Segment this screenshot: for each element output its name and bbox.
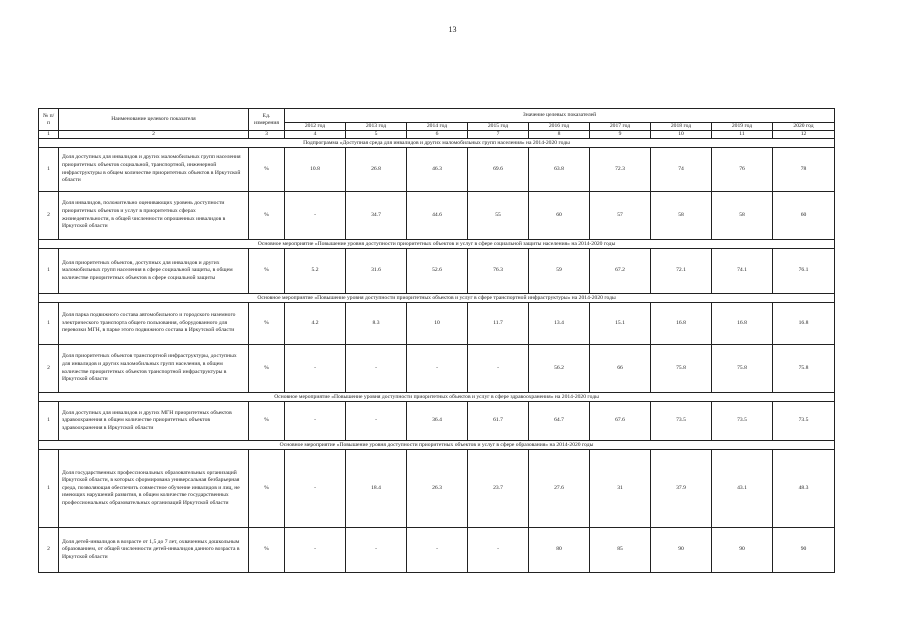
value-cell: 64.7: [529, 402, 590, 441]
row-number: 1: [39, 450, 59, 528]
table-body: [39, 139, 835, 573]
header-year: 2015 год: [468, 123, 529, 131]
value-cell: -: [285, 402, 346, 441]
value-cell: 75.8: [651, 345, 712, 393]
value-cell: 60: [529, 192, 590, 240]
table-row: [39, 450, 835, 528]
value-cell: 67.6: [590, 402, 651, 441]
value-cell: 57: [590, 192, 651, 240]
value-cell: 76: [712, 148, 773, 192]
header-name: Наименование целевого показателя: [59, 109, 249, 131]
unit: %: [249, 249, 285, 294]
value-cell: 72.1: [651, 249, 712, 294]
value-cell: 76.3: [468, 249, 529, 294]
targets-table: [38, 108, 835, 573]
column-number: 3: [249, 131, 285, 139]
value-cell: 67.2: [590, 249, 651, 294]
indicator-name: Доля инвалидов, положительно оценивающих уровень доступности приоритетных объектов и услуг в приоритетных сферах жизнедеятельности, в общей численности опрошенных инвалидов в Иркутской области: [59, 192, 249, 240]
value-cell: 34.7: [346, 192, 407, 240]
unit: %: [249, 345, 285, 393]
value-cell: 16.8: [712, 303, 773, 345]
table-row: [39, 303, 835, 345]
value-cell: 36.4: [407, 402, 468, 441]
value-cell: -: [346, 345, 407, 393]
column-number: 6: [407, 131, 468, 139]
value-cell: 8.3: [346, 303, 407, 345]
section-title: Подпрограмма «Доступная среда для инвалидов и других маломобильных групп населения» на 2014-2020 годы: [39, 139, 835, 148]
unit: %: [249, 192, 285, 240]
value-cell: 76.1: [773, 249, 835, 294]
indicator-name: Доля детей-инвалидов в возрасте от 1,5 до 7 лет, охваченных дошкольным образованием, от общей численности детей-инвалидов данного возраста в Иркутской области: [59, 528, 249, 573]
value-cell: 37.9: [651, 450, 712, 528]
value-cell: 73.5: [651, 402, 712, 441]
value-cell: 15.1: [590, 303, 651, 345]
value-cell: -: [285, 345, 346, 393]
header-year: 2020 год: [773, 123, 835, 131]
value-cell: 43.1: [712, 450, 773, 528]
value-cell: 73.5: [712, 402, 773, 441]
value-cell: 5.2: [285, 249, 346, 294]
page-number: 13: [448, 25, 457, 34]
row-number: 2: [39, 345, 59, 393]
indicator-name: Доля парка подвижного состава автомобильного и городского наземного электрического транспорта общего пользования, оборудованного для перевозки МГН, в парке этого подвижного состава в Иркутской области: [59, 303, 249, 345]
value-cell: 31: [590, 450, 651, 528]
value-cell: -: [468, 345, 529, 393]
value-cell: -: [285, 450, 346, 528]
value-cell: 27.6: [529, 450, 590, 528]
value-cell: 31.6: [346, 249, 407, 294]
unit: %: [249, 303, 285, 345]
value-cell: 78: [773, 148, 835, 192]
header-unit: Ед. измерения: [249, 109, 285, 131]
value-cell: 46.3: [407, 148, 468, 192]
section-title: Основное мероприятие «Повышение уровня доступности приоритетных объектов и услуг в сфере образования» на 2014-2020 годы: [39, 441, 835, 450]
value-cell: 13.4: [529, 303, 590, 345]
row-number: 2: [39, 528, 59, 573]
value-cell: 16.8: [773, 303, 835, 345]
value-cell: 80: [529, 528, 590, 573]
value-cell: 44.6: [407, 192, 468, 240]
value-cell: 56.2: [529, 345, 590, 393]
section-row: [39, 441, 835, 450]
value-cell: 52.6: [407, 249, 468, 294]
value-cell: 63.8: [529, 148, 590, 192]
value-cell: 85: [590, 528, 651, 573]
value-cell: 26.3: [407, 450, 468, 528]
indicator-name: Доля доступных для инвалидов и других маломобильных групп населения приоритетных объектов социальной, транспортной, инженерной инфраструктуры в общем количестве приоритетных объектов в Иркутской области: [59, 148, 249, 192]
column-number: 7: [468, 131, 529, 139]
value-cell: 10: [407, 303, 468, 345]
value-cell: -: [407, 345, 468, 393]
value-cell: -: [346, 528, 407, 573]
column-number: 2: [59, 131, 249, 139]
value-cell: 4.2: [285, 303, 346, 345]
header-year: 2017 год: [590, 123, 651, 131]
value-cell: 74.1: [712, 249, 773, 294]
value-cell: 75.8: [712, 345, 773, 393]
indicator-name: Доля приоритетных объектов транспортной инфраструктуры, доступных для инвалидов и других маломобильных групп населения, в общем количестве приоритетных объектов транспортной инфраструктуры в Иркутской области: [59, 345, 249, 393]
value-cell: 55: [468, 192, 529, 240]
value-cell: 69.6: [468, 148, 529, 192]
column-number: 8: [529, 131, 590, 139]
value-cell: 59: [529, 249, 590, 294]
value-cell: 58: [712, 192, 773, 240]
row-number: 1: [39, 249, 59, 294]
row-number: 1: [39, 148, 59, 192]
value-cell: -: [407, 528, 468, 573]
value-cell: -: [285, 192, 346, 240]
value-cell: 61.7: [468, 402, 529, 441]
value-cell: -: [285, 528, 346, 573]
value-cell: 73.5: [773, 402, 835, 441]
indicator-name: Доля приоритетных объектов, доступных для инвалидов и других маломобильных групп населения в сфере социальной защиты, в общем количестве приоритетных объектов в сфере социальной защиты: [59, 249, 249, 294]
value-cell: -: [468, 528, 529, 573]
value-cell: 48.3: [773, 450, 835, 528]
value-cell: 16.8: [651, 303, 712, 345]
header-year: 2016 год: [529, 123, 590, 131]
value-cell: 90: [773, 528, 835, 573]
value-cell: 23.7: [468, 450, 529, 528]
indicator-name: Доля государственных профессиональных образовательных организаций Иркутской области, в которых сформирована универсальная безбарьерная среда, позволяющая обеспечить совместное обучение инвалидов и лиц, не имеющих нарушений развития, в общем количестве государственных профессиональных образовательных организаций Иркутской области: [59, 450, 249, 528]
value-cell: 90: [651, 528, 712, 573]
column-number: 12: [773, 131, 835, 139]
unit: %: [249, 148, 285, 192]
header-year: 2012 год: [285, 123, 346, 131]
table-row: [39, 249, 835, 294]
column-number: 11: [712, 131, 773, 139]
value-cell: 72.3: [590, 148, 651, 192]
section-row: [39, 393, 835, 402]
indicator-name: Доля доступных для инвалидов и других МГН приоритетных объектов здравоохранения в общем количестве приоритетных объектов здравоохранения в Иркутской области: [59, 402, 249, 441]
unit: %: [249, 402, 285, 441]
row-number: 1: [39, 402, 59, 441]
section-title: Основное мероприятие «Повышение уровня доступности приоритетных объектов и услуг в сфере транспортной инфраструктуры» на 2014-2020 годы: [39, 294, 835, 303]
column-number: 5: [346, 131, 407, 139]
unit: %: [249, 528, 285, 573]
column-number: 9: [590, 131, 651, 139]
value-cell: 58: [651, 192, 712, 240]
table-row: [39, 345, 835, 393]
section-row: [39, 294, 835, 303]
section-row: [39, 240, 835, 249]
row-number: 1: [39, 303, 59, 345]
header-year: 2014 год: [407, 123, 468, 131]
value-cell: 74: [651, 148, 712, 192]
header-col-numbers-row: [39, 131, 835, 139]
value-cell: 18.4: [346, 450, 407, 528]
header-no: № п/п: [39, 109, 59, 131]
table-row: [39, 528, 835, 573]
column-number: 4: [285, 131, 346, 139]
value-cell: 11.7: [468, 303, 529, 345]
table-row: [39, 402, 835, 441]
table-row: [39, 192, 835, 240]
column-number: 1: [39, 131, 59, 139]
header-year: 2019 год: [712, 123, 773, 131]
value-cell: 10.8: [285, 148, 346, 192]
section-title: Основное мероприятие «Повышение уровня доступности приоритетных объектов и услуг в сфере здравоохранения» на 2014-2020 годы: [39, 393, 835, 402]
value-cell: 26.8: [346, 148, 407, 192]
value-cell: -: [346, 402, 407, 441]
value-cell: 60: [773, 192, 835, 240]
value-cell: 66: [590, 345, 651, 393]
column-number: 10: [651, 131, 712, 139]
section-row: [39, 139, 835, 148]
header-year: 2018 год: [651, 123, 712, 131]
row-number: 2: [39, 192, 59, 240]
value-cell: 75.8: [773, 345, 835, 393]
table-row: [39, 148, 835, 192]
header-values: Значение целевых показателей: [285, 109, 835, 123]
unit: %: [249, 450, 285, 528]
section-title: Основное мероприятие «Повышение уровня доступности приоритетных объектов и услуг в сфере социальной защиты населения» на 2014-2020 годы: [39, 240, 835, 249]
header-year: 2013 год: [346, 123, 407, 131]
value-cell: 90: [712, 528, 773, 573]
